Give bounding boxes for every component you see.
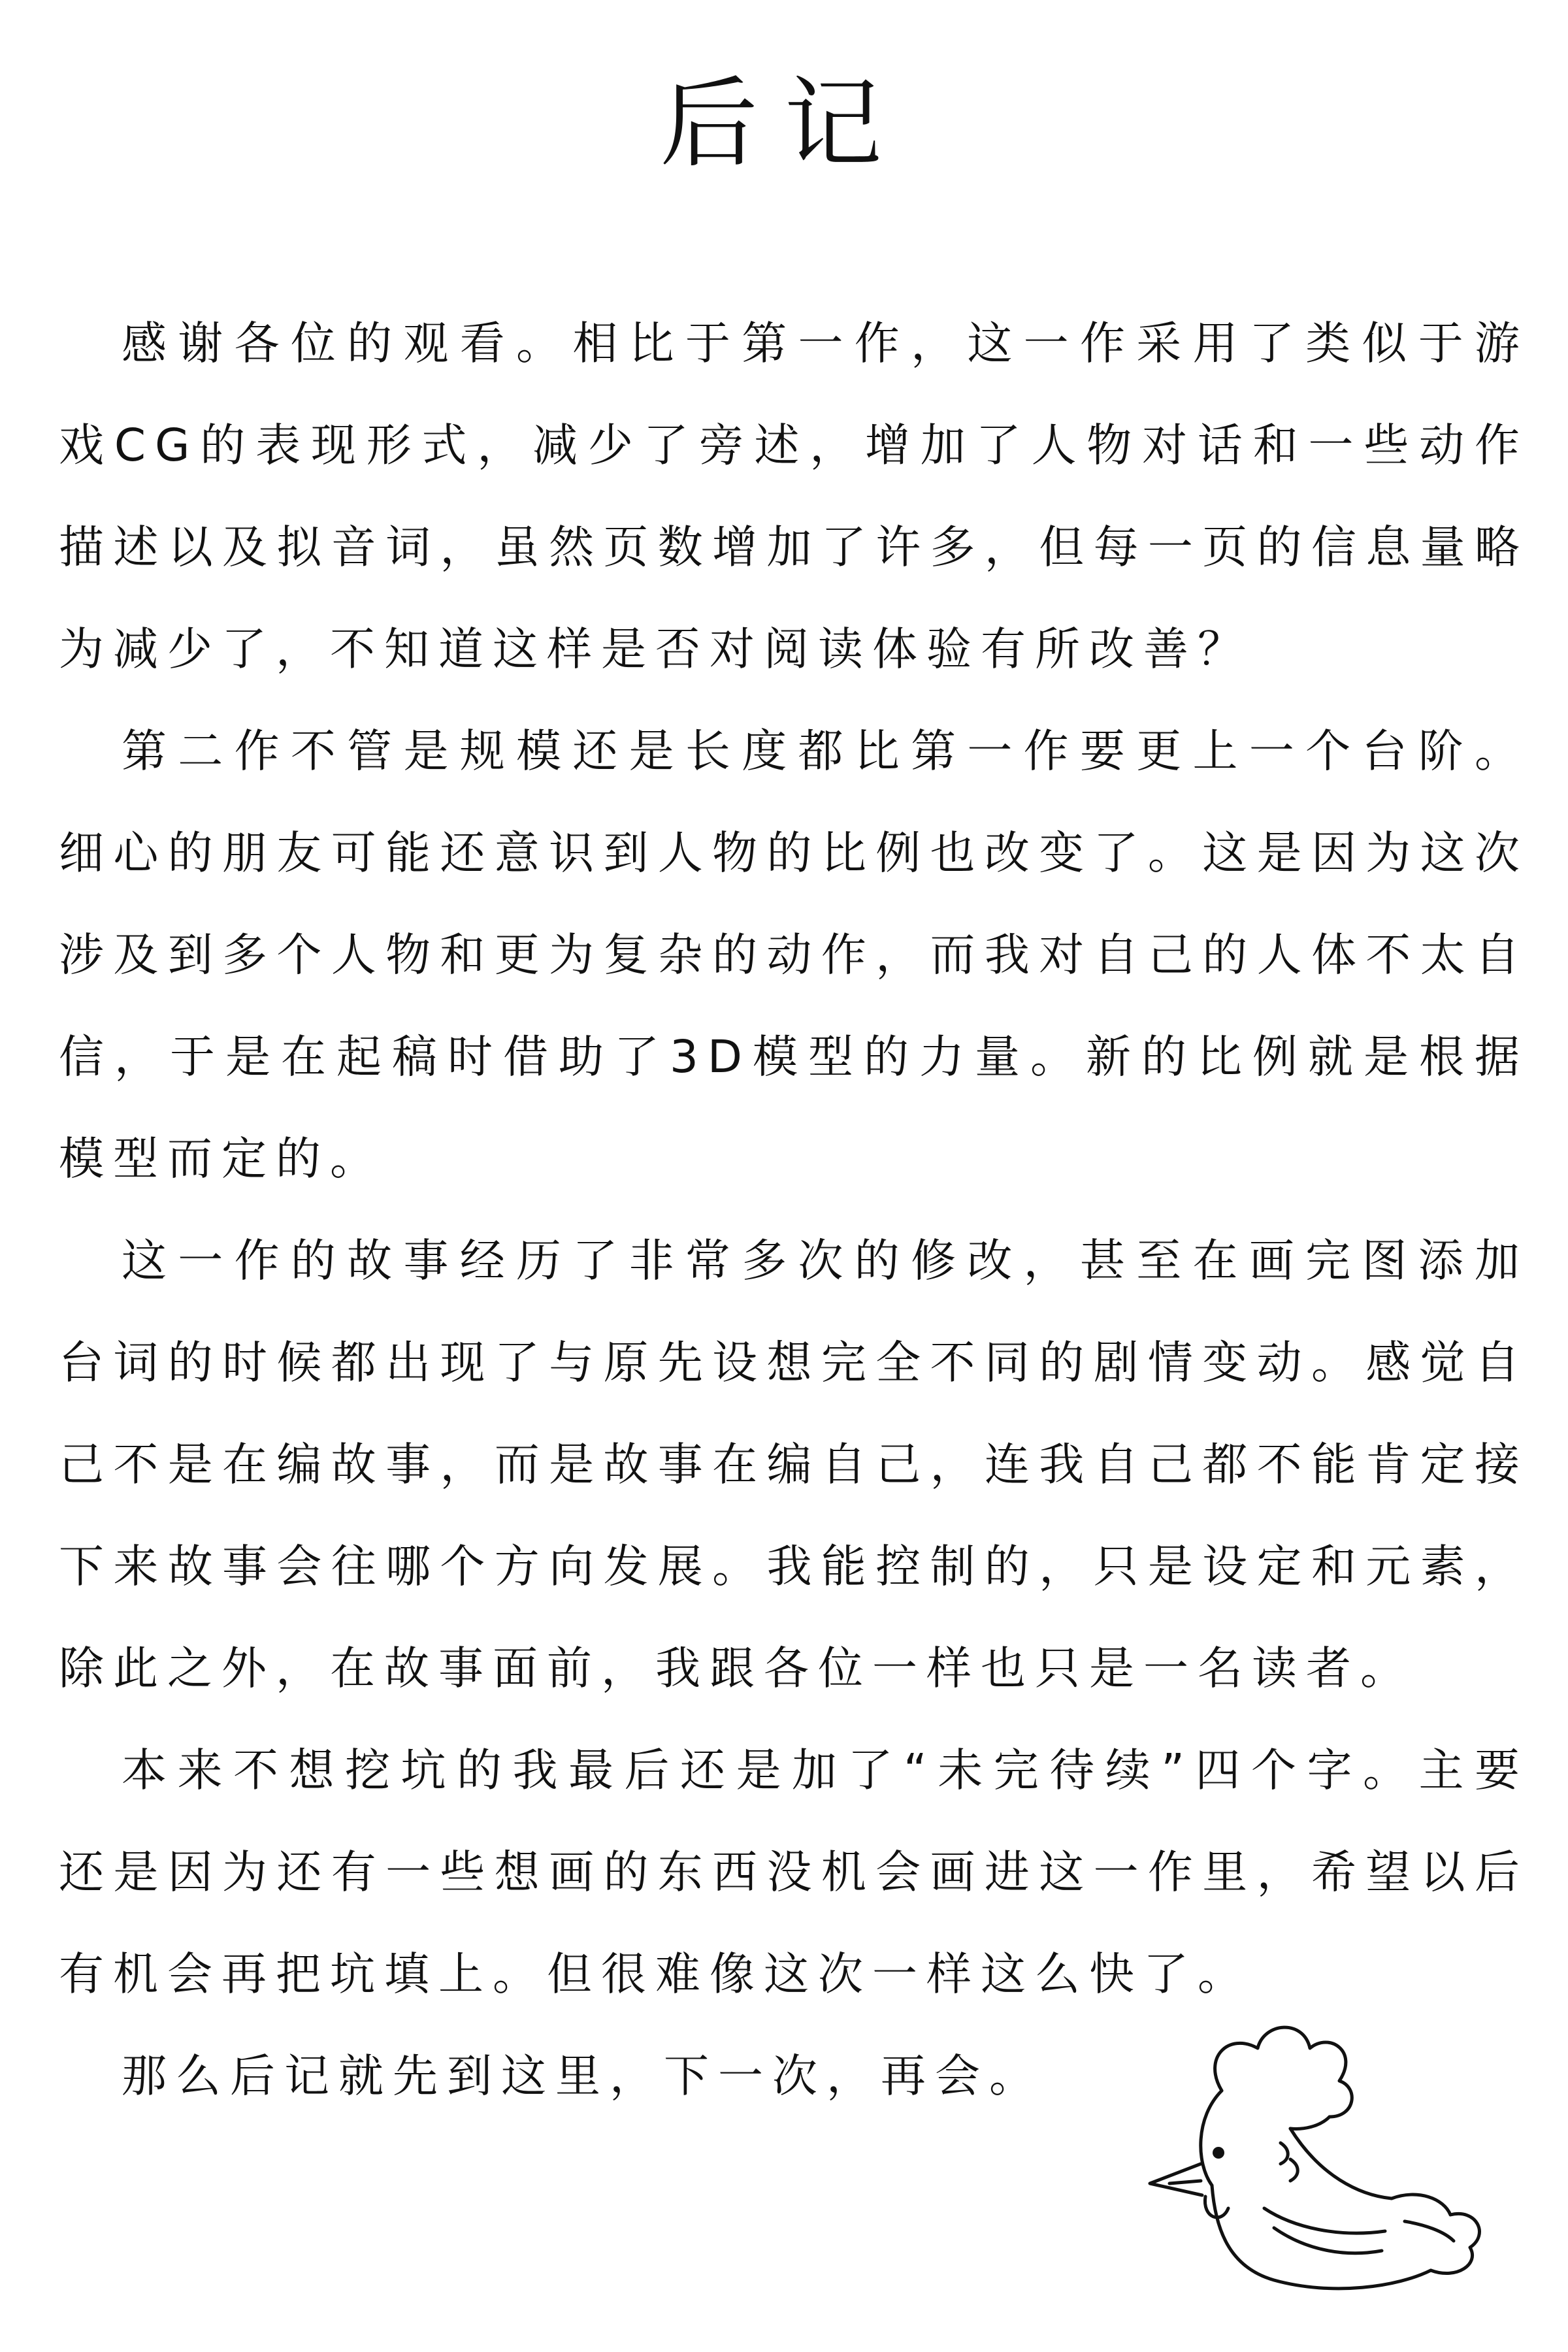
paragraph-4: 本来不想挖坑的我最后还是加了“未完待续”四个字。主要还是因为还有一些想画的东西没机会画进这一作里，希望以后有机会再把坑填上。但很难像这次一样这么快了。 [59, 1744, 1529, 2001]
paragraph-1: 感谢各位的观看。相比于第一作，这一作采用了类似于游戏CG的表现形式，减少了旁述，增加了人物对话和一些动作描述以及拟音词，虽然页数增加了许多，但每一页的信息量略为减少了，不知道这样是否对阅读体验有所改善？ [59, 318, 1529, 676]
afterword-body [59, 293, 1529, 2127]
paragraph-3: 这一作的故事经历了非常多次的修改，甚至在画完图添加台词的时候都出现了与原先设想完全不同的剧情变动。感觉自己不是在编故事，而是故事在编自己，连我自己都不能肯定接下来故事会往哪个方向发展。我能控制的，只是设定和元素，除此之外，在故事面前，我跟各位一样也只是一名读者。 [59, 1235, 1529, 1695]
paragraph-5: 那么后记就先到这里，下一次，再会。 [122, 2050, 1043, 2102]
paragraph-2: 第二作不管是规模还是长度都比第一作要更上一个台阶。细心的朋友可能还意识到人物的比例也改变了。这是因为这次涉及到多个人物和更为复杂的动作，而我对自己的人体不太自信，于是在起稿时借助了3D模型的力量。新的比例就是根据模型而定的。 [59, 725, 1529, 1185]
chicken-doodle-icon [1124, 2012, 1490, 2313]
page-title: 后记 [659, 67, 908, 181]
